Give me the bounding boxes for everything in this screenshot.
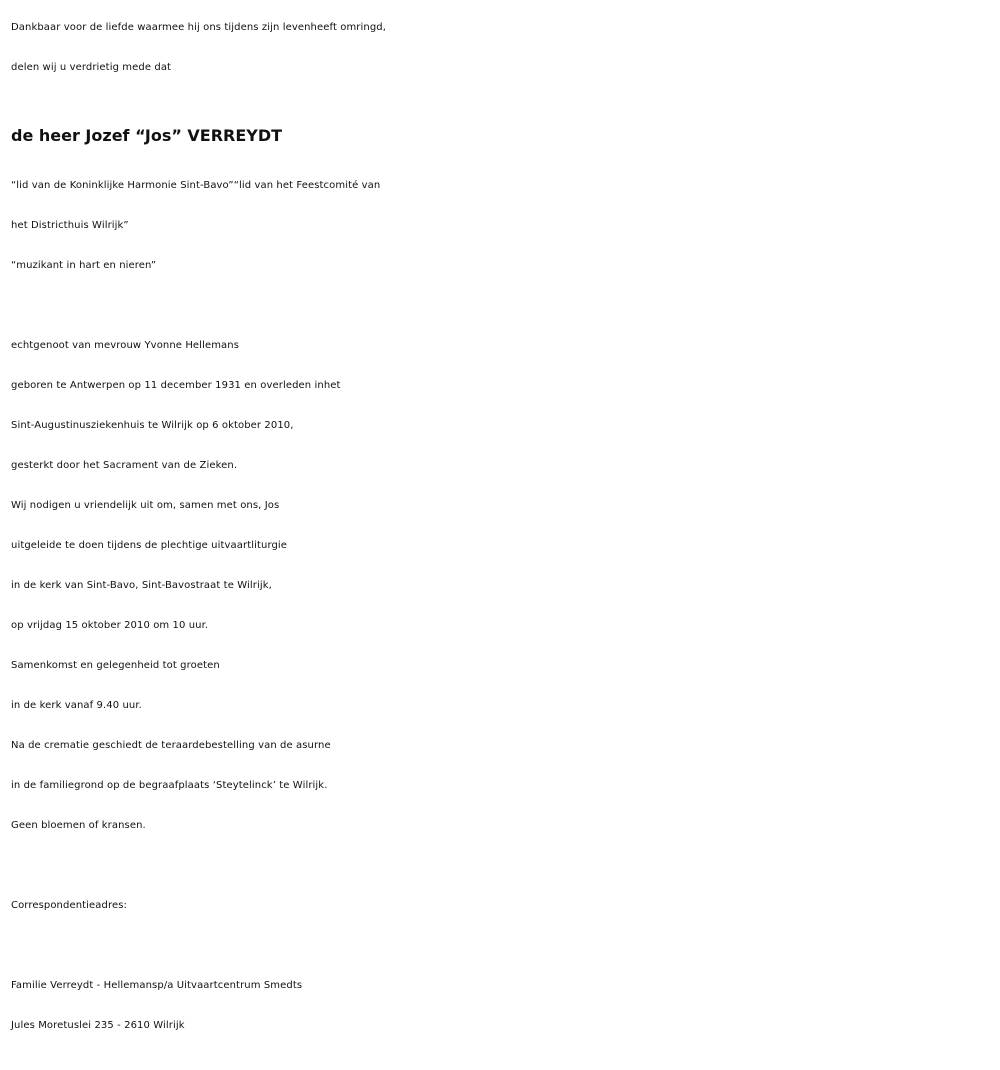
body-paragraph — [11, 326, 996, 846]
body-line: Geen bloemen of kransen. — [11, 820, 146, 831]
spacer — [11, 286, 996, 326]
title-line: “lid van de Koninklijke Harmonie Sint-Bavo”“lid van het Feestcomité van — [11, 180, 381, 191]
body-line: geboren te Antwerpen op 11 december 1931 en overleden inhet — [11, 380, 341, 391]
address-block — [11, 966, 996, 1046]
intro-paragraph — [11, 8, 996, 88]
body-line: Sint-Augustinusziekenhuis te Wilrijk op 6 oktober 2010, — [11, 420, 294, 431]
body-line: op vrijdag 15 oktober 2010 om 10 uur. — [11, 620, 209, 631]
body-line: in de kerk van Sint-Bavo, Sint-Bavostraat te Wilrijk, — [11, 580, 272, 591]
correspondence-label: Correspondentieadres: — [11, 900, 127, 911]
address-line: Familie Verreydt - Hellemansp/a Uitvaartcentrum Smedts — [11, 980, 303, 991]
spacer — [11, 926, 996, 966]
title-line: het Districthuis Wilrijk” — [11, 220, 129, 231]
body-line: Samenkomst en gelegenheid tot groeten — [11, 660, 220, 671]
body-line: in de familiegrond op de begraafplaats ‘Steytelinck’ te Wilrijk. — [11, 780, 328, 791]
obituary-document — [11, 0, 996, 1046]
spacer — [11, 846, 996, 886]
body-line: in de kerk vanaf 9.40 uur. — [11, 700, 142, 711]
intro-line: delen wij u verdrietig mede dat — [11, 62, 172, 73]
body-line: Na de crematie geschiedt de teraardebestelling van de asurne — [11, 740, 331, 751]
body-line: echtgenoot van mevrouw Yvonne Hellemans — [11, 340, 240, 351]
body-line: Wij nodigen u vriendelijk uit om, samen met ons, Jos — [11, 500, 280, 511]
address-line: Jules Moretuslei 235 - 2610 Wilrijk — [11, 1020, 185, 1031]
title-line: “muzikant in hart en nieren” — [11, 260, 157, 271]
intro-line: Dankbaar voor de liefde waarmee hij ons tijdens zijn levenheeft omringd, — [11, 22, 387, 33]
body-line: gesterkt door het Sacrament van de Zieken. — [11, 460, 238, 471]
deceased-name-heading: de heer Jozef “Jos” VERREYDT — [11, 126, 283, 145]
titles-block — [11, 166, 996, 286]
body-line: uitgeleide te doen tijdens de plechtige uitvaartliturgie — [11, 540, 288, 551]
